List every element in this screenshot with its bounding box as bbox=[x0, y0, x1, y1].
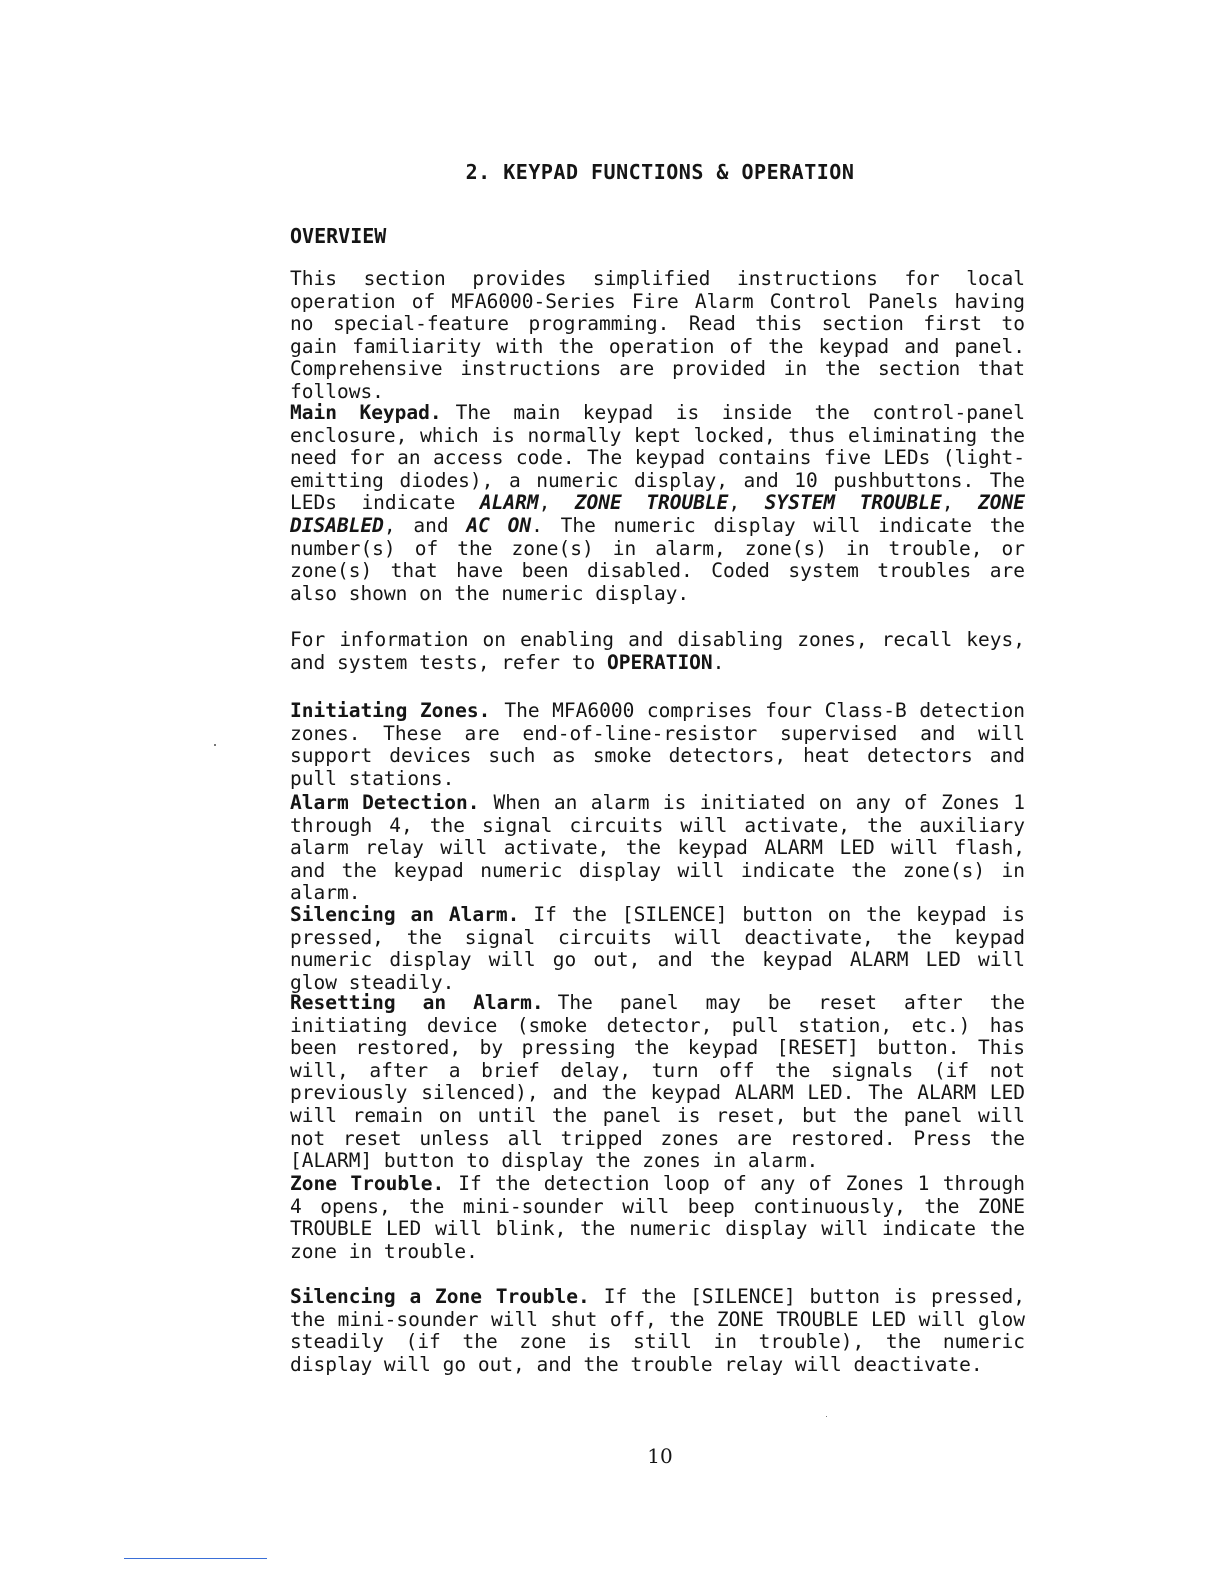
resetting-alarm-heading: Resetting an Alarm. bbox=[290, 991, 544, 1014]
alarm-detection-paragraph bbox=[290, 792, 1025, 905]
silencing-alarm-paragraph bbox=[290, 904, 1025, 994]
main-keypad-paragraph bbox=[290, 402, 1025, 605]
separator: , bbox=[728, 491, 741, 515]
led-zone-trouble-label: ZONE TROUBLE bbox=[574, 491, 729, 515]
resetting-alarm-text: The panel may be reset after the initiating device (smoke detector, pull station, etc.) has been restored, by pressing the keypad [RESET] button. This will, after a brief delay, turn off the signals (if not previously silenced), and the keypad ALARM LED. The ALARM LED will remain on until the panel is reset, but the panel will not reset unless all tripped zones are restored. Press the [ALARM] button to display the zones in alarm. bbox=[290, 991, 1025, 1173]
info-paragraph bbox=[290, 629, 1025, 674]
footnote-rule bbox=[124, 1558, 267, 1559]
separator: , bbox=[538, 491, 551, 515]
alarm-detection-text: When an alarm is initiated on any of Zones 1 through 4, the signal circuits will activate, the auxiliary alarm relay will activate, the keypad ALARM LED will flash, and the keypad numeric display will indicate the zone(s) in alarm. bbox=[290, 791, 1025, 905]
info-text: For information on enabling and disabling zones, recall keys, and system tests, refer to bbox=[290, 628, 1025, 674]
zone-trouble-text: If the detection loop of any of Zones 1 through 4 opens, the mini-sounder will beep continuously, the ZONE TROUBLE LED will blink, the numeric display will indicate the zone in trouble. bbox=[290, 1172, 1025, 1263]
resetting-alarm-paragraph bbox=[290, 992, 1025, 1173]
led-system-trouble-label: SYSTEM TROUBLE bbox=[764, 491, 942, 515]
initiating-zones-paragraph bbox=[290, 700, 1025, 790]
operation-reference: OPERATION bbox=[607, 650, 713, 674]
alarm-detection-heading: Alarm Detection. bbox=[290, 791, 480, 814]
page-number: 10 bbox=[647, 1444, 673, 1468]
silencing-zone-trouble-text: If the [SILENCE] button is pressed, the mini-sounder will shut off, the ZONE TROUBLE LED will glow steadily (if the zone is still in trouble), the numeric display will go out, and the trouble relay will deactivate. bbox=[290, 1285, 1026, 1376]
zone-trouble-paragraph bbox=[290, 1173, 1025, 1263]
section-title: 2. KEYPAD FUNCTIONS & OPERATION bbox=[465, 160, 855, 184]
silencing-zone-trouble-paragraph bbox=[290, 1286, 1025, 1376]
silencing-alarm-text: If the [SILENCE] button on the keypad is pressed, the signal circuits will deactivate, the keypad numeric display will go out, and the keypad ALARM LED will glow steadily. bbox=[290, 903, 1025, 994]
scan-speck bbox=[826, 1416, 827, 1417]
separator: , bbox=[941, 491, 954, 515]
initiating-zones-text: The MFA6000 comprises four Class-B detection zones. These are end-of-line-resistor supervised and will support devices such as smoke detectors, heat detectors and pull stations. bbox=[290, 699, 1025, 790]
silencing-alarm-heading: Silencing an Alarm. bbox=[290, 903, 520, 926]
zone-trouble-heading: Zone Trouble. bbox=[290, 1172, 445, 1195]
scan-speck bbox=[214, 744, 216, 746]
overview-paragraph bbox=[290, 268, 1025, 404]
info-end: . bbox=[712, 650, 725, 674]
separator: , and bbox=[383, 513, 449, 537]
led-ac-on-label: AC ON bbox=[466, 513, 532, 537]
silencing-zone-trouble-heading: Silencing a Zone Trouble. bbox=[290, 1285, 590, 1308]
main-keypad-heading: Main Keypad. bbox=[290, 401, 442, 424]
overview-heading: OVERVIEW bbox=[290, 224, 387, 248]
led-zone-disabled-label: ZONE DISABLED bbox=[290, 491, 1025, 537]
overview-text: This section provides simplified instructions for local operation of MFA6000-Series Fire Alarm Control Panels having no special-feature programming. Read this section first to gain familiarity with the operation of the keypad and panel. Comprehensive instructions are provided in the section that follows. bbox=[290, 267, 1025, 403]
main-keypad-text-1: The main keypad is inside the control-panel enclosure, which is normally kept locked, thus eliminating the need for an access code. The keypad contains five LEDs (light-emitting diodes), a numeric display, and 10 pushbuttons. The LEDs indicate bbox=[290, 401, 1025, 515]
led-alarm-label: ALARM bbox=[479, 491, 539, 515]
main-keypad-text-2: . The numeric display will indicate the number(s) of the zone(s) in alarm, zone(s) in trouble, or zone(s) that have been disabled. Coded system troubles are also shown on the numeric display. bbox=[290, 513, 1026, 605]
initiating-zones-heading: Initiating Zones. bbox=[290, 699, 491, 722]
